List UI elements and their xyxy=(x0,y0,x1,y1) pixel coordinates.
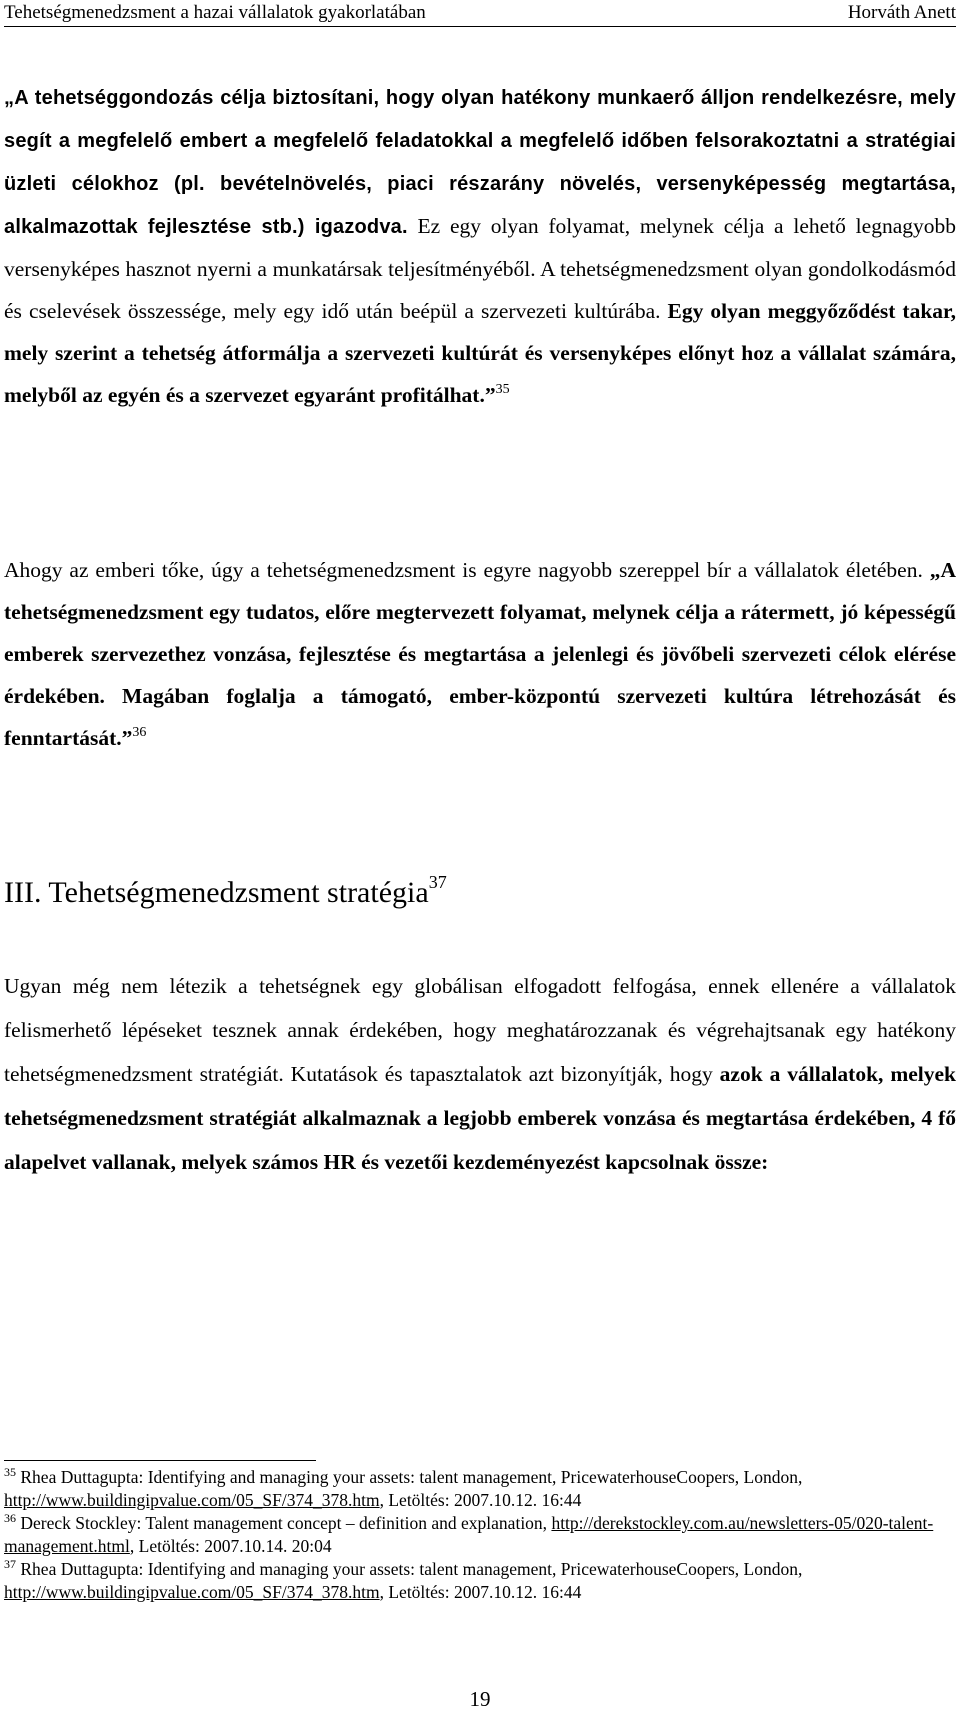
paragraph-normal-text: Ugyan még nem létezik a tehetségnek egy globálisan elfogadott felfogása, ennek ellenére a vállalatok felismerhető lépéseket tesznek annak érdekében, hogy meghatározzanak és végrehajtsanak egy hatékony tehetségmenedzsment stratégiát. Kutatások és tapasztalatok azt bizonyítják, hogy xyxy=(4,974,956,1086)
paragraph-normal-text: Ahogy az emberi tőke, úgy a tehetségmenedzsment is egyre nagyobb szereppel bír a vállalatok életében. xyxy=(4,558,923,582)
footnote-37 xyxy=(4,1558,956,1604)
quote-bold-definition: „A tehetségmenedzsment egy tudatos, előre megtervezett folyamat, melynek célja a rátermett, jó képességű emberek szervezethez vonzása, fejlesztése és megtartása a jelenlegi és jövőbeli szervezeti célok elérése érdekében. Magában foglalja a támogató, ember-központú szervezeti kultúra létrehozását és fenntartását.” xyxy=(4,558,956,750)
section-heading xyxy=(4,872,447,910)
paragraph-bold-text: azok a vállalatok, melyek tehetségmenedzsment stratégiát alkalmaznak a legjobb emberek vonzása és megtartása érdekében, 4 fő alapelvet vallanak, melyek számos HR és vezetői kezdeményezést kapcsolnak össze: xyxy=(4,1062,956,1174)
footnote-ref-37[interactable]: 37 xyxy=(428,872,447,892)
footnote-number: 36 xyxy=(4,1511,16,1525)
header-title: Tehetségmenedzsment a hazai vállalatok gyakorlatában xyxy=(4,2,426,23)
paragraph-strategy xyxy=(4,964,956,1184)
footnote-link[interactable]: http://derekstockley.com.au/newsletters-05/020-talent-management.html xyxy=(4,1513,934,1556)
footnote-ref-36[interactable]: 36 xyxy=(132,725,147,740)
footnote-number: 35 xyxy=(4,1465,16,1479)
footnote-text: Dereck Stockley: Talent management concept – definition and explanation, xyxy=(16,1513,552,1533)
section-heading-text: III. Tehetségmenedzsment stratégia xyxy=(4,876,429,909)
paragraph-normal-text: Ez egy olyan folyamat, melynek célja a lehető legnagyobb versenyképes hasznot nyerni a munkatársak teljesítményéből. A tehetségmenedzsment olyan gondolkodásmód és cselevések összessége, mely egy idő után beépül a szervezeti kultúrába. xyxy=(4,214,956,323)
footnote-link[interactable]: http://www.buildingipvalue.com/05_SF/374_378.htm xyxy=(4,1490,380,1510)
footnote-text: Rhea Duttagupta: Identifying and managing your assets: talent management, PricewaterhouseCoopers, London, xyxy=(16,1559,803,1579)
running-header xyxy=(4,0,956,27)
footnote-date: , Letöltés: 2007.10.14. 20:04 xyxy=(129,1536,332,1556)
footnote-text: Rhea Duttagupta: Identifying and managing your assets: talent management, PricewaterhouseCoopers, London, xyxy=(16,1467,803,1487)
footnote-ref-35[interactable]: 35 xyxy=(495,382,510,397)
paragraph-human-capital xyxy=(4,549,956,759)
footnote-link[interactable]: http://www.buildingipvalue.com/05_SF/374_378.htm xyxy=(4,1582,380,1602)
footnote-date: , Letöltés: 2007.10.12. 16:44 xyxy=(379,1490,582,1510)
page-number: 19 xyxy=(469,1687,491,1711)
quote-bold-lead: „A tehetséggondozás célja biztosítani, hogy olyan hatékony munkaerő álljon rendelkezésre, mely segít a megfelelő embert a megfelelő feladatokkal a megfelelő időben felsorakoztatni a stratégiai üzleti célokhoz (pl. bevételnövelés, piaci részarány növelés, versenyképesség megtartása, alkalmazottak fejlesztése stb.) igazodva. xyxy=(4,87,956,238)
footnote-35 xyxy=(4,1466,956,1512)
footnote-number: 37 xyxy=(4,1557,16,1571)
paragraph-talent-care xyxy=(4,76,956,416)
header-author: Horváth Anett xyxy=(847,2,956,23)
footnotes xyxy=(4,1466,956,1604)
footnote-date: , Letöltés: 2007.10.12. 16:44 xyxy=(379,1582,582,1602)
footnote-36 xyxy=(4,1512,956,1558)
footnote-separator xyxy=(4,1460,316,1461)
quote-bold-tail: Egy olyan meggyőződést takar, mely szerint a tehetség átformálja a szervezeti kultúrát és versenyképes előnyt hoz a vállalat számára, melyből az egyén és a szervezet egyaránt profitálhat.” xyxy=(4,299,956,407)
